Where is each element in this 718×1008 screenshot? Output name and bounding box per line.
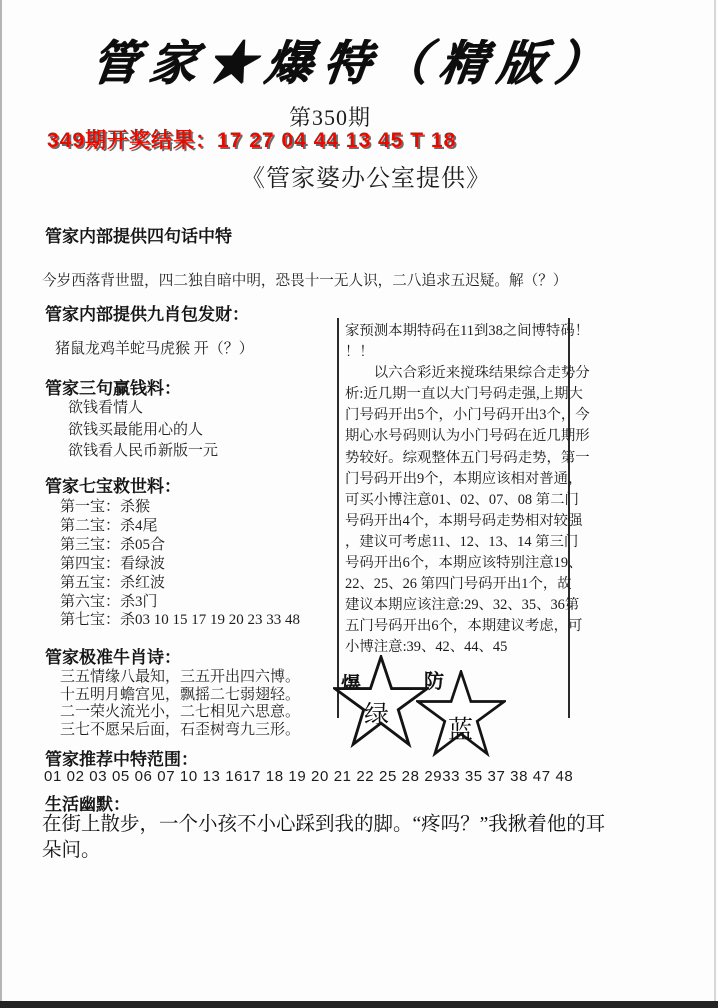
page-bottom-bar: [0, 1001, 718, 1008]
poem-line: 三五情缘八最知，三五开出四六博。: [60, 669, 301, 685]
treasure-line: 第二宝：杀4尾: [60, 517, 158, 534]
zodiac-poem-list: [60, 669, 300, 739]
prediction-line: 势较好。综观整体五门号码走势，第一: [345, 449, 590, 466]
seven-treasures-list: [60, 498, 300, 630]
page-left-border: [0, 0, 2, 1008]
three-money-list: [68, 398, 218, 463]
section-heading-four-phrase: 管家内部提供四句话中特: [45, 227, 232, 246]
recommend-range-numbers: 01 02 03 05 06 07 10 13 1617 18 19 20 21 22 25 28 2933 35 37 38 47 48: [44, 768, 574, 785]
prediction-line: 建议本期应该注意:29、32、35、36第: [345, 597, 580, 614]
nine-zodiac-content: 猪鼠龙鸡羊蛇马虎猴 开（？）: [55, 341, 254, 357]
prediction-line: 门号码开出9个，本期应该相对普通，: [345, 470, 583, 487]
prediction-text: [345, 321, 590, 659]
issue-number: 第350期: [289, 105, 372, 130]
prediction-line: 小博注意:39、42、44、45: [345, 639, 508, 656]
star-label-guard: 防: [424, 671, 444, 693]
prediction-line: 22、25、26 第四门号码开出1个，故: [345, 576, 572, 593]
money-line: 欲钱买最能用心的人: [68, 421, 204, 438]
page-right-border: [714, 0, 716, 1008]
prediction-line: 析:近几期一直以大门号码走强,上期大: [345, 386, 583, 403]
green-star-text: 绿: [364, 702, 390, 729]
treasure-line: 第七宝：杀03 10 15 17 19 20 23 33 48: [60, 612, 301, 629]
treasure-line: 第四宝：看绿波: [60, 555, 166, 572]
section-heading-humor: 生活幽默：: [45, 795, 130, 814]
treasure-line: 第六宝：杀3门: [60, 593, 158, 610]
section-heading-recommend-range: 管家推荐中特范围：: [45, 750, 198, 769]
four-phrase-content: 今岁西落背世盟，四二独自暗中明，恐畏十一无人识，二八追求五迟疑。解（？）: [42, 273, 568, 289]
money-line: 欲钱看情人: [68, 400, 144, 416]
humor-content: 在街上散步，一个小孩不小心踩到我的脚。“疼吗？”我揪着他的耳朵问。: [42, 814, 606, 861]
prediction-line: ，建议可考虑11、12、13、14 第三门: [345, 533, 579, 550]
section-heading-three-money: 管家三句赢钱料：: [45, 379, 181, 398]
page-title: 管家★爆特（精版）: [88, 38, 617, 90]
prediction-line: ！！: [345, 344, 374, 361]
treasure-line: 第一宝：杀猴: [60, 499, 151, 515]
blue-star-text: 蓝: [448, 717, 474, 744]
section-heading-seven-treasures: 管家七宝救世料：: [45, 477, 181, 496]
prediction-line: 号码开出4个，本期号码走势相对较强: [345, 512, 583, 529]
prediction-line: 可买小博注意01、02、07、08 第二门: [345, 491, 579, 508]
provider-line: 《管家婆办公室提供》: [241, 166, 491, 192]
poem-line: 三七不愿呆后面，石歪树弯九三形。: [60, 721, 301, 738]
money-line: 欲钱看人民币新版一元: [68, 443, 219, 459]
previous-draw-result: 349期开奖结果：17 27 04 44 13 45 T 18: [47, 129, 457, 152]
treasure-line: 第五宝：杀红波: [60, 574, 166, 591]
prediction-line: 期心水号码则认为小门号码在近几期形: [345, 428, 590, 445]
poem-line: 十五明月蟾宫见，飘摇二七弱翅轻。: [60, 686, 301, 703]
section-heading-nine-zodiac: 管家内部提供九肖包发财：: [45, 305, 249, 324]
prediction-line: 五门号码开出6个，本期建议考虑，可: [345, 618, 583, 635]
prediction-line: 以六合彩近来搅珠结果综合走势分: [345, 365, 590, 382]
prediction-line: 号码开出6个，本期应该特别注意19、: [345, 555, 583, 572]
star-label-burst: 爆: [341, 674, 361, 696]
treasure-line: 第三宝：杀05合: [60, 536, 166, 553]
section-heading-zodiac-poem: 管家极准牛肖诗：: [45, 648, 181, 667]
prediction-line: 门号码开出5个，小门号码开出3个，今: [345, 407, 590, 424]
poem-line: 二一荣火流光小，二七相见六思意。: [60, 704, 301, 721]
prediction-line: 家预测本期特码在11到38之间博特码！: [345, 323, 590, 339]
